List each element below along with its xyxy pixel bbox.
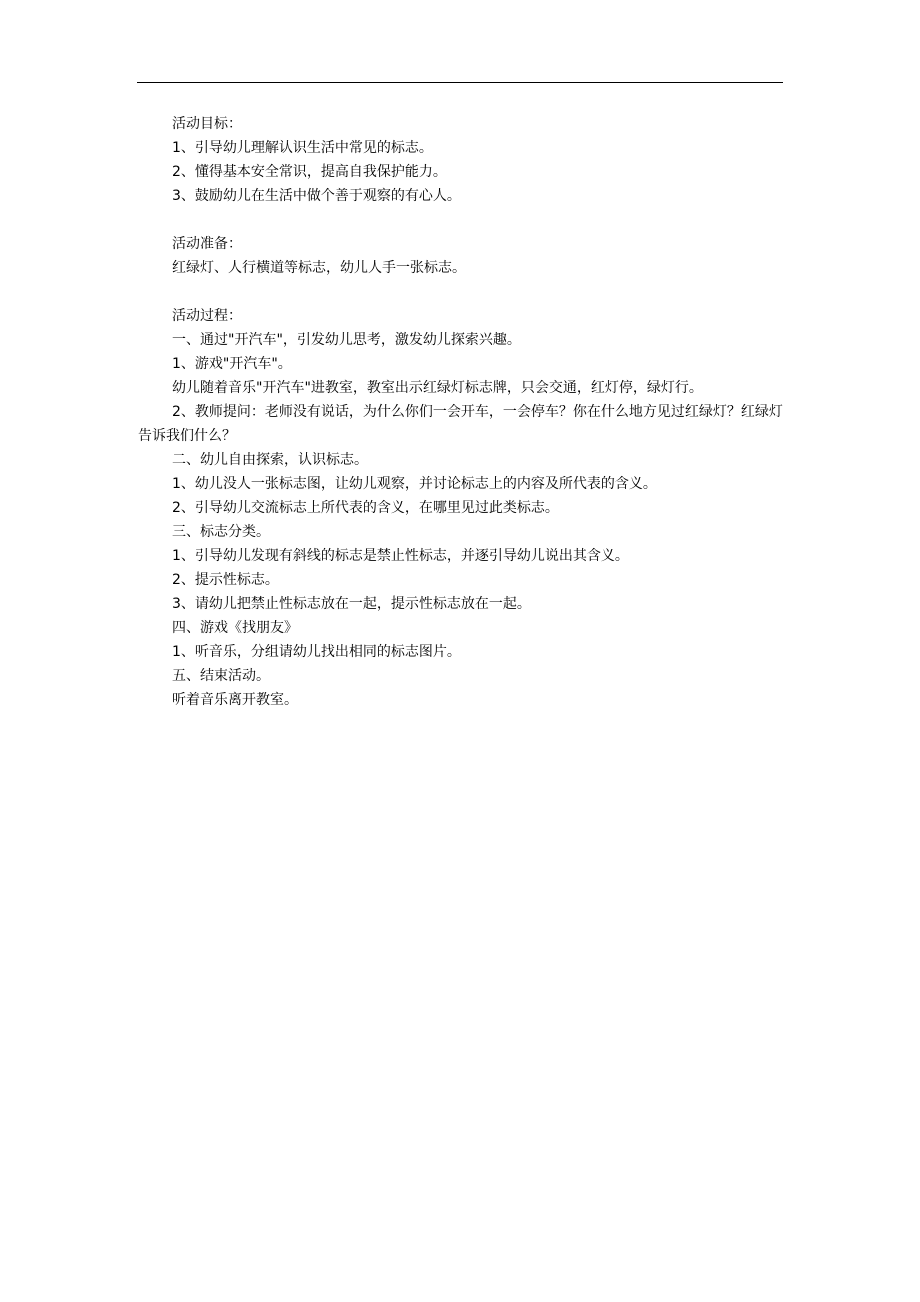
- process-item: 四、游戏《找朋友》: [172, 620, 298, 636]
- process-item: 3、请幼儿把禁止性标志放在一起，提示性标志放在一起。: [172, 596, 531, 612]
- goal-item: 2、懂得基本安全常识，提高自我保护能力。: [172, 164, 447, 180]
- preparation-section: [138, 232, 784, 280]
- process-item: 1、听音乐，分组请幼儿找出相同的标志图片。: [172, 644, 461, 660]
- process-item: 听着音乐离开教室。: [172, 692, 298, 708]
- process-heading: 活动过程：: [172, 308, 242, 324]
- goal-item: 1、引导幼儿理解认识生活中常见的标志。: [172, 140, 433, 156]
- preparation-item: 红绿灯、人行横道等标志，幼儿人手一张标志。: [172, 260, 466, 276]
- process-item: 三、标志分类。: [172, 524, 270, 540]
- process-item: 2、引导幼儿交流标志上所代表的含义，在哪里见过此类标志。: [172, 500, 559, 516]
- header-rule: [137, 82, 783, 83]
- goals-heading: 活动目标：: [172, 116, 242, 132]
- process-item: 1、幼儿没人一张标志图，让幼儿观察，并讨论标志上的内容及所代表的含义。: [172, 476, 657, 492]
- process-section: [138, 304, 784, 712]
- preparation-heading: 活动准备：: [172, 236, 242, 252]
- document-body: [138, 112, 784, 712]
- process-item: 五、结束活动。: [172, 668, 270, 684]
- goals-section: [138, 112, 784, 208]
- process-item: 1、游戏"开汽车"。: [172, 356, 292, 372]
- process-item: 2、教师提问：老师没有说话，为什么你们一会开车，一会停车？你在什么地方见过红绿灯？红绿灯告诉我们什么？: [138, 404, 783, 444]
- process-item: 1、引导幼儿发现有斜线的标志是禁止性标志，并逐引导幼儿说出其含义。: [172, 548, 629, 564]
- process-item: 2、提示性标志。: [172, 572, 279, 588]
- process-item: 二、幼儿自由探索，认识标志。: [172, 452, 368, 468]
- process-item: 一、通过"开汽车"，引发幼儿思考，激发幼儿探索兴趣。: [172, 332, 521, 348]
- process-item: 幼儿随着音乐"开汽车"进教室，教室出示红绿灯标志牌，只会交通，红灯停，绿灯行。: [172, 380, 703, 396]
- goal-item: 3、鼓励幼儿在生活中做个善于观察的有心人。: [172, 188, 461, 204]
